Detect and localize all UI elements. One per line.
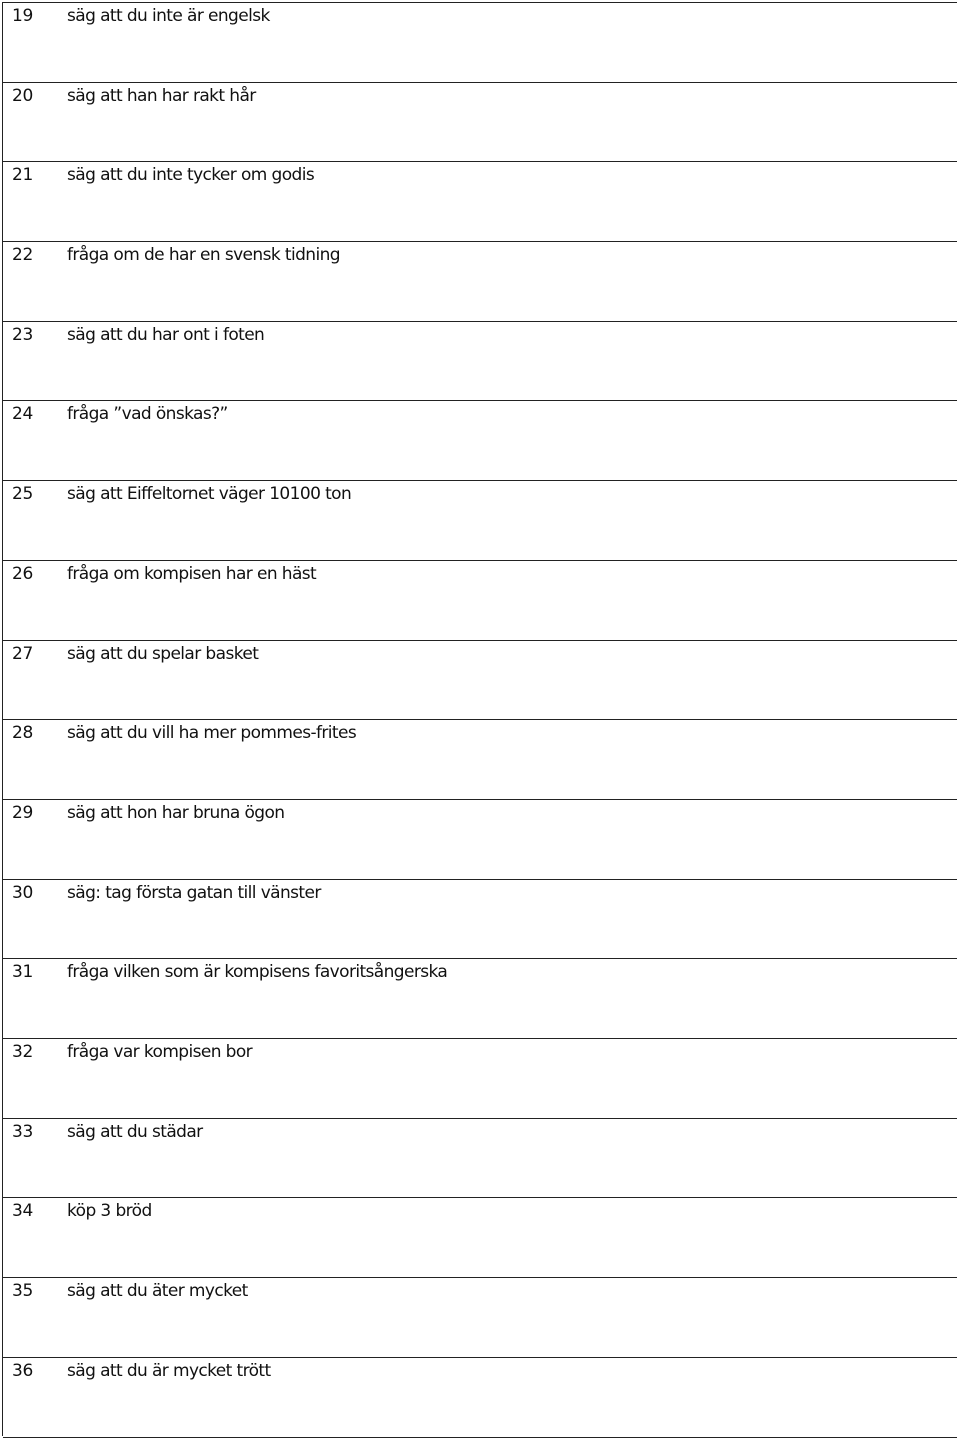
item-text: säg att du är mycket trött <box>67 1360 271 1381</box>
item-number: 29 <box>12 802 34 823</box>
item-number: 23 <box>12 324 34 345</box>
item-text: säg att du vill ha mer pommes-frites <box>67 723 357 744</box>
list-item <box>3 1358 957 1438</box>
item-text: säg att hon har bruna ögon <box>67 802 285 823</box>
item-text: köp 3 bröd <box>67 1201 152 1222</box>
item-text: säg att du har ont i foten <box>67 324 265 345</box>
list-item <box>3 83 957 163</box>
item-number: 35 <box>12 1281 34 1301</box>
list-item <box>3 322 957 402</box>
item-text: säg att du äter mycket <box>67 1281 248 1301</box>
list-item <box>3 880 957 960</box>
list-item <box>3 1039 957 1119</box>
item-text: säg: tag första gatan till vänster <box>67 882 321 903</box>
item-number: 25 <box>12 484 34 505</box>
list-item <box>3 1278 957 1358</box>
item-text: fråga vilken som är kompisens favoritsångerska <box>67 962 448 983</box>
item-text: fråga ”vad önskas?” <box>67 404 228 425</box>
item-text: säg att du inte är engelsk <box>67 6 270 26</box>
list-item <box>3 3 957 83</box>
exercise-list <box>3 3 957 1438</box>
item-text: fråga om kompisen har en häst <box>67 563 317 584</box>
list-item <box>3 401 957 481</box>
item-text: säg att du städar <box>67 1121 203 1142</box>
item-number: 33 <box>12 1121 34 1142</box>
item-text: säg att Eiffeltornet väger 10100 ton <box>67 484 352 505</box>
item-text: fråga var kompisen bor <box>67 1041 253 1062</box>
item-text: fråga om de har en svensk tidning <box>67 245 340 266</box>
item-number: 32 <box>12 1041 34 1062</box>
exercise-table <box>2 2 957 1436</box>
item-number: 36 <box>12 1360 34 1381</box>
item-number: 22 <box>12 245 34 266</box>
item-number: 19 <box>12 6 34 26</box>
item-number: 24 <box>12 404 34 425</box>
item-number: 26 <box>12 563 34 584</box>
list-item <box>3 481 957 561</box>
item-number: 30 <box>12 882 34 903</box>
list-item <box>3 1119 957 1199</box>
item-number: 28 <box>12 723 34 744</box>
item-number: 20 <box>12 85 34 106</box>
list-item <box>3 720 957 800</box>
item-number: 27 <box>12 643 34 664</box>
list-item <box>3 162 957 242</box>
list-item <box>3 800 957 880</box>
list-item <box>3 561 957 641</box>
list-item <box>3 1198 957 1278</box>
item-text: säg att du inte tycker om godis <box>67 165 315 186</box>
item-text: säg att du spelar basket <box>67 643 259 664</box>
item-number: 31 <box>12 962 34 983</box>
item-number: 34 <box>12 1201 34 1222</box>
list-item <box>3 641 957 721</box>
item-text: säg att han har rakt hår <box>67 85 256 106</box>
list-item <box>3 959 957 1039</box>
list-item <box>3 242 957 322</box>
item-number: 21 <box>12 165 34 186</box>
